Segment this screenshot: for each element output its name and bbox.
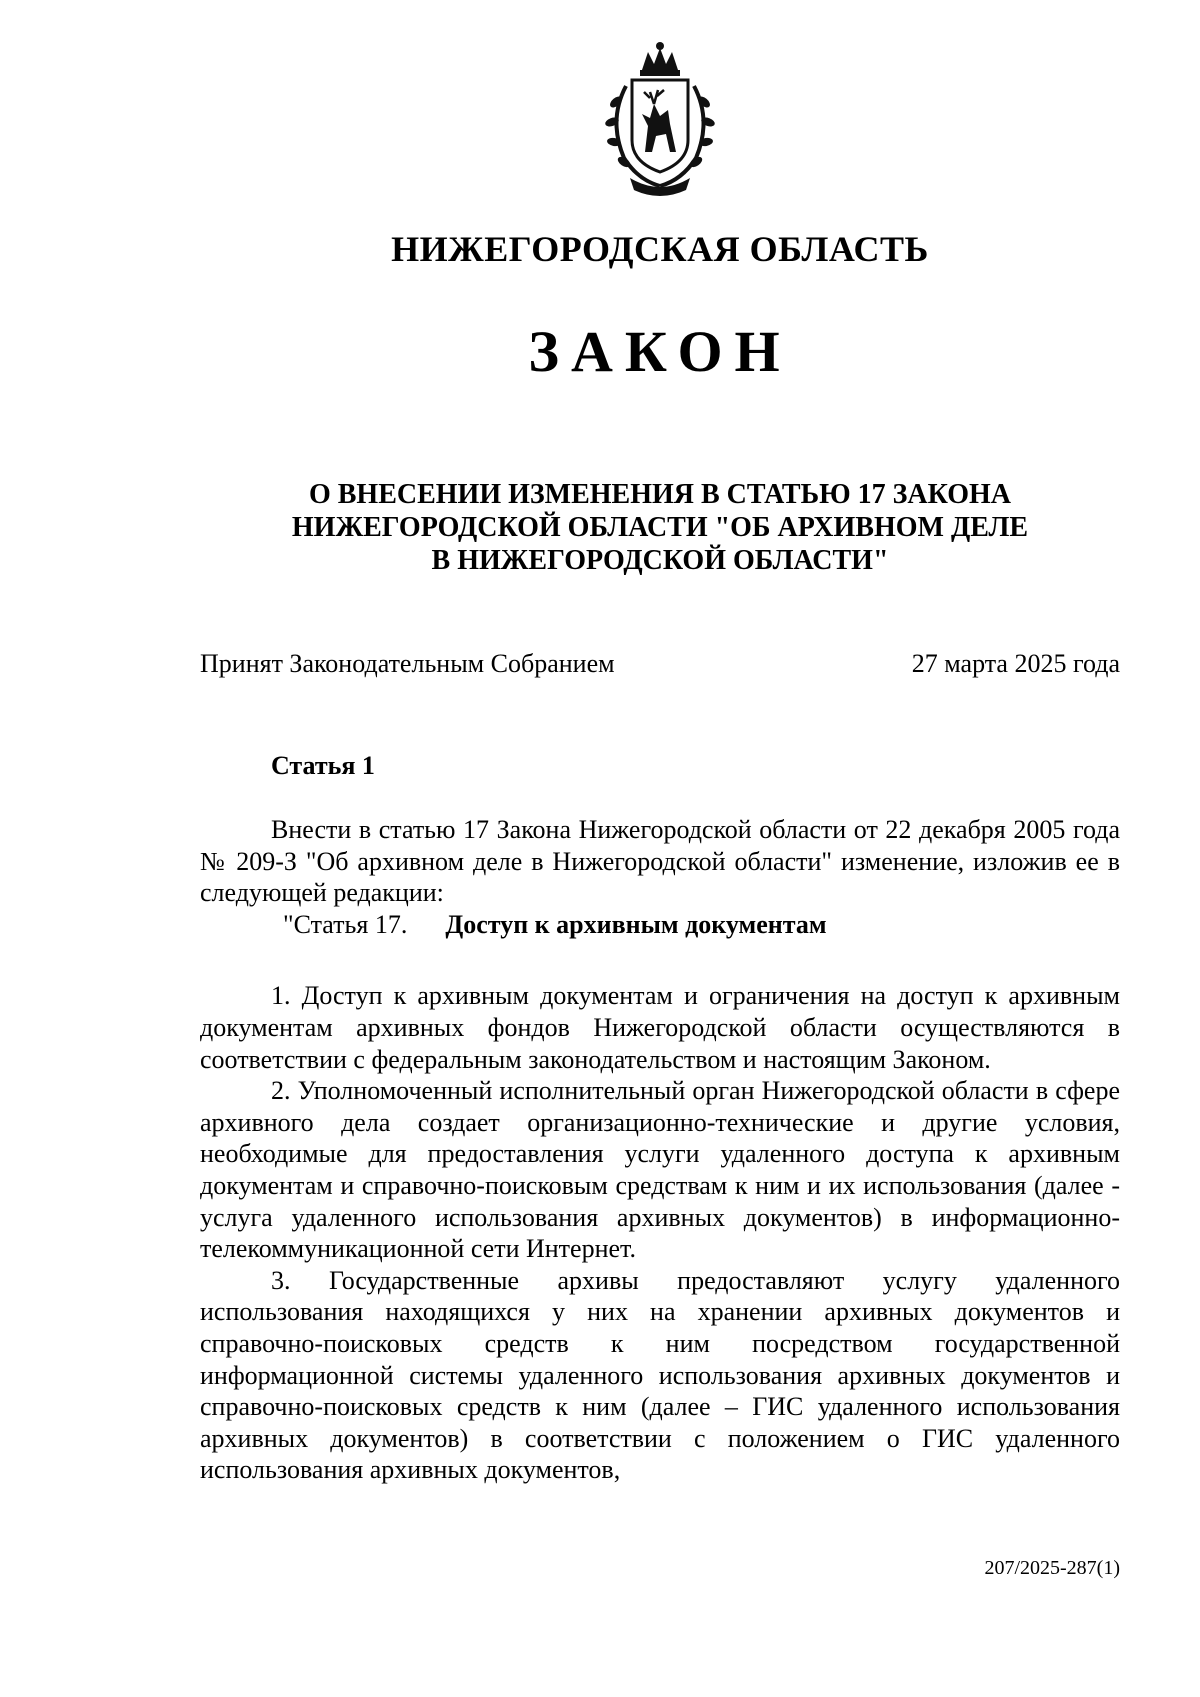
- law-title-line: В НИЖЕГОРОДСКОЙ ОБЛАСТИ": [431, 545, 889, 576]
- article-paragraph: 3. Государственные архивы предоставляют услугу удаленного использования находящихся у них на хранении архивных документов и справочно-поисковых средств к ним посредством государственной информационной системы удаленного использования архивных документов и справочно-поисковых средств к ним (далее – ГИС удаленного использования архивных документов) в соответствии с положением о ГИС удаленного использования архивных документов,: [200, 1265, 1120, 1485]
- article-heading: Статья 1: [271, 751, 375, 780]
- region-name: НИЖЕГОРОДСКАЯ ОБЛАСТЬ: [391, 229, 929, 269]
- adoption-date: 27 марта 2025 года: [911, 649, 1120, 678]
- article-paragraph: 2. Уполномоченный исполнительный орган Нижегородской области в сфере архивного дела создает организационно-технические и другие условия, необходимые для предоставления услуги удаленного доступа к архивным документам и справочно-поисковым средствам к ним и их использования (далее - услуга удаленного использования архивных документов) в информационно-телекоммуникационной сети Интернет.: [200, 1076, 1120, 1264]
- adopted-by: Принят Законодательным Собранием: [200, 649, 615, 678]
- article-paragraph: 1. Доступ к архивным документам и ограничения на доступ к архивным документам архивных фондов Нижегородской области осуществляются в соответствии с федеральным законодательством и настоящим Законом.: [200, 981, 1120, 1074]
- quoted-article-heading: [200, 909, 1120, 941]
- law-title-line: О ВНЕСЕНИИ ИЗМЕНЕНИЯ В СТАТЬЮ 17 ЗАКОНА: [308, 479, 1012, 510]
- coat-of-arms-icon: [590, 40, 730, 200]
- article-body: [200, 814, 1120, 1486]
- quoted-article-number: "Статья 17.: [283, 909, 408, 939]
- document-number: 207/2025-287(1): [984, 1557, 1120, 1579]
- law-title-line: НИЖЕГОРОДСКОЙ ОБЛАСТИ "ОБ АРХИВНОМ ДЕЛЕ: [291, 512, 1029, 543]
- article-intro: Внести в статью 17 Закона Нижегородской области от 22 декабря 2005 года № 209-З "Об архивном деле в Нижегородской области" изменение, изложив ее в следующей редакции:: [200, 815, 1120, 908]
- quoted-article-title: Доступ к архивным документам: [445, 909, 827, 939]
- document-type: ЗАКОН: [528, 319, 792, 384]
- law-title: [0, 478, 1200, 577]
